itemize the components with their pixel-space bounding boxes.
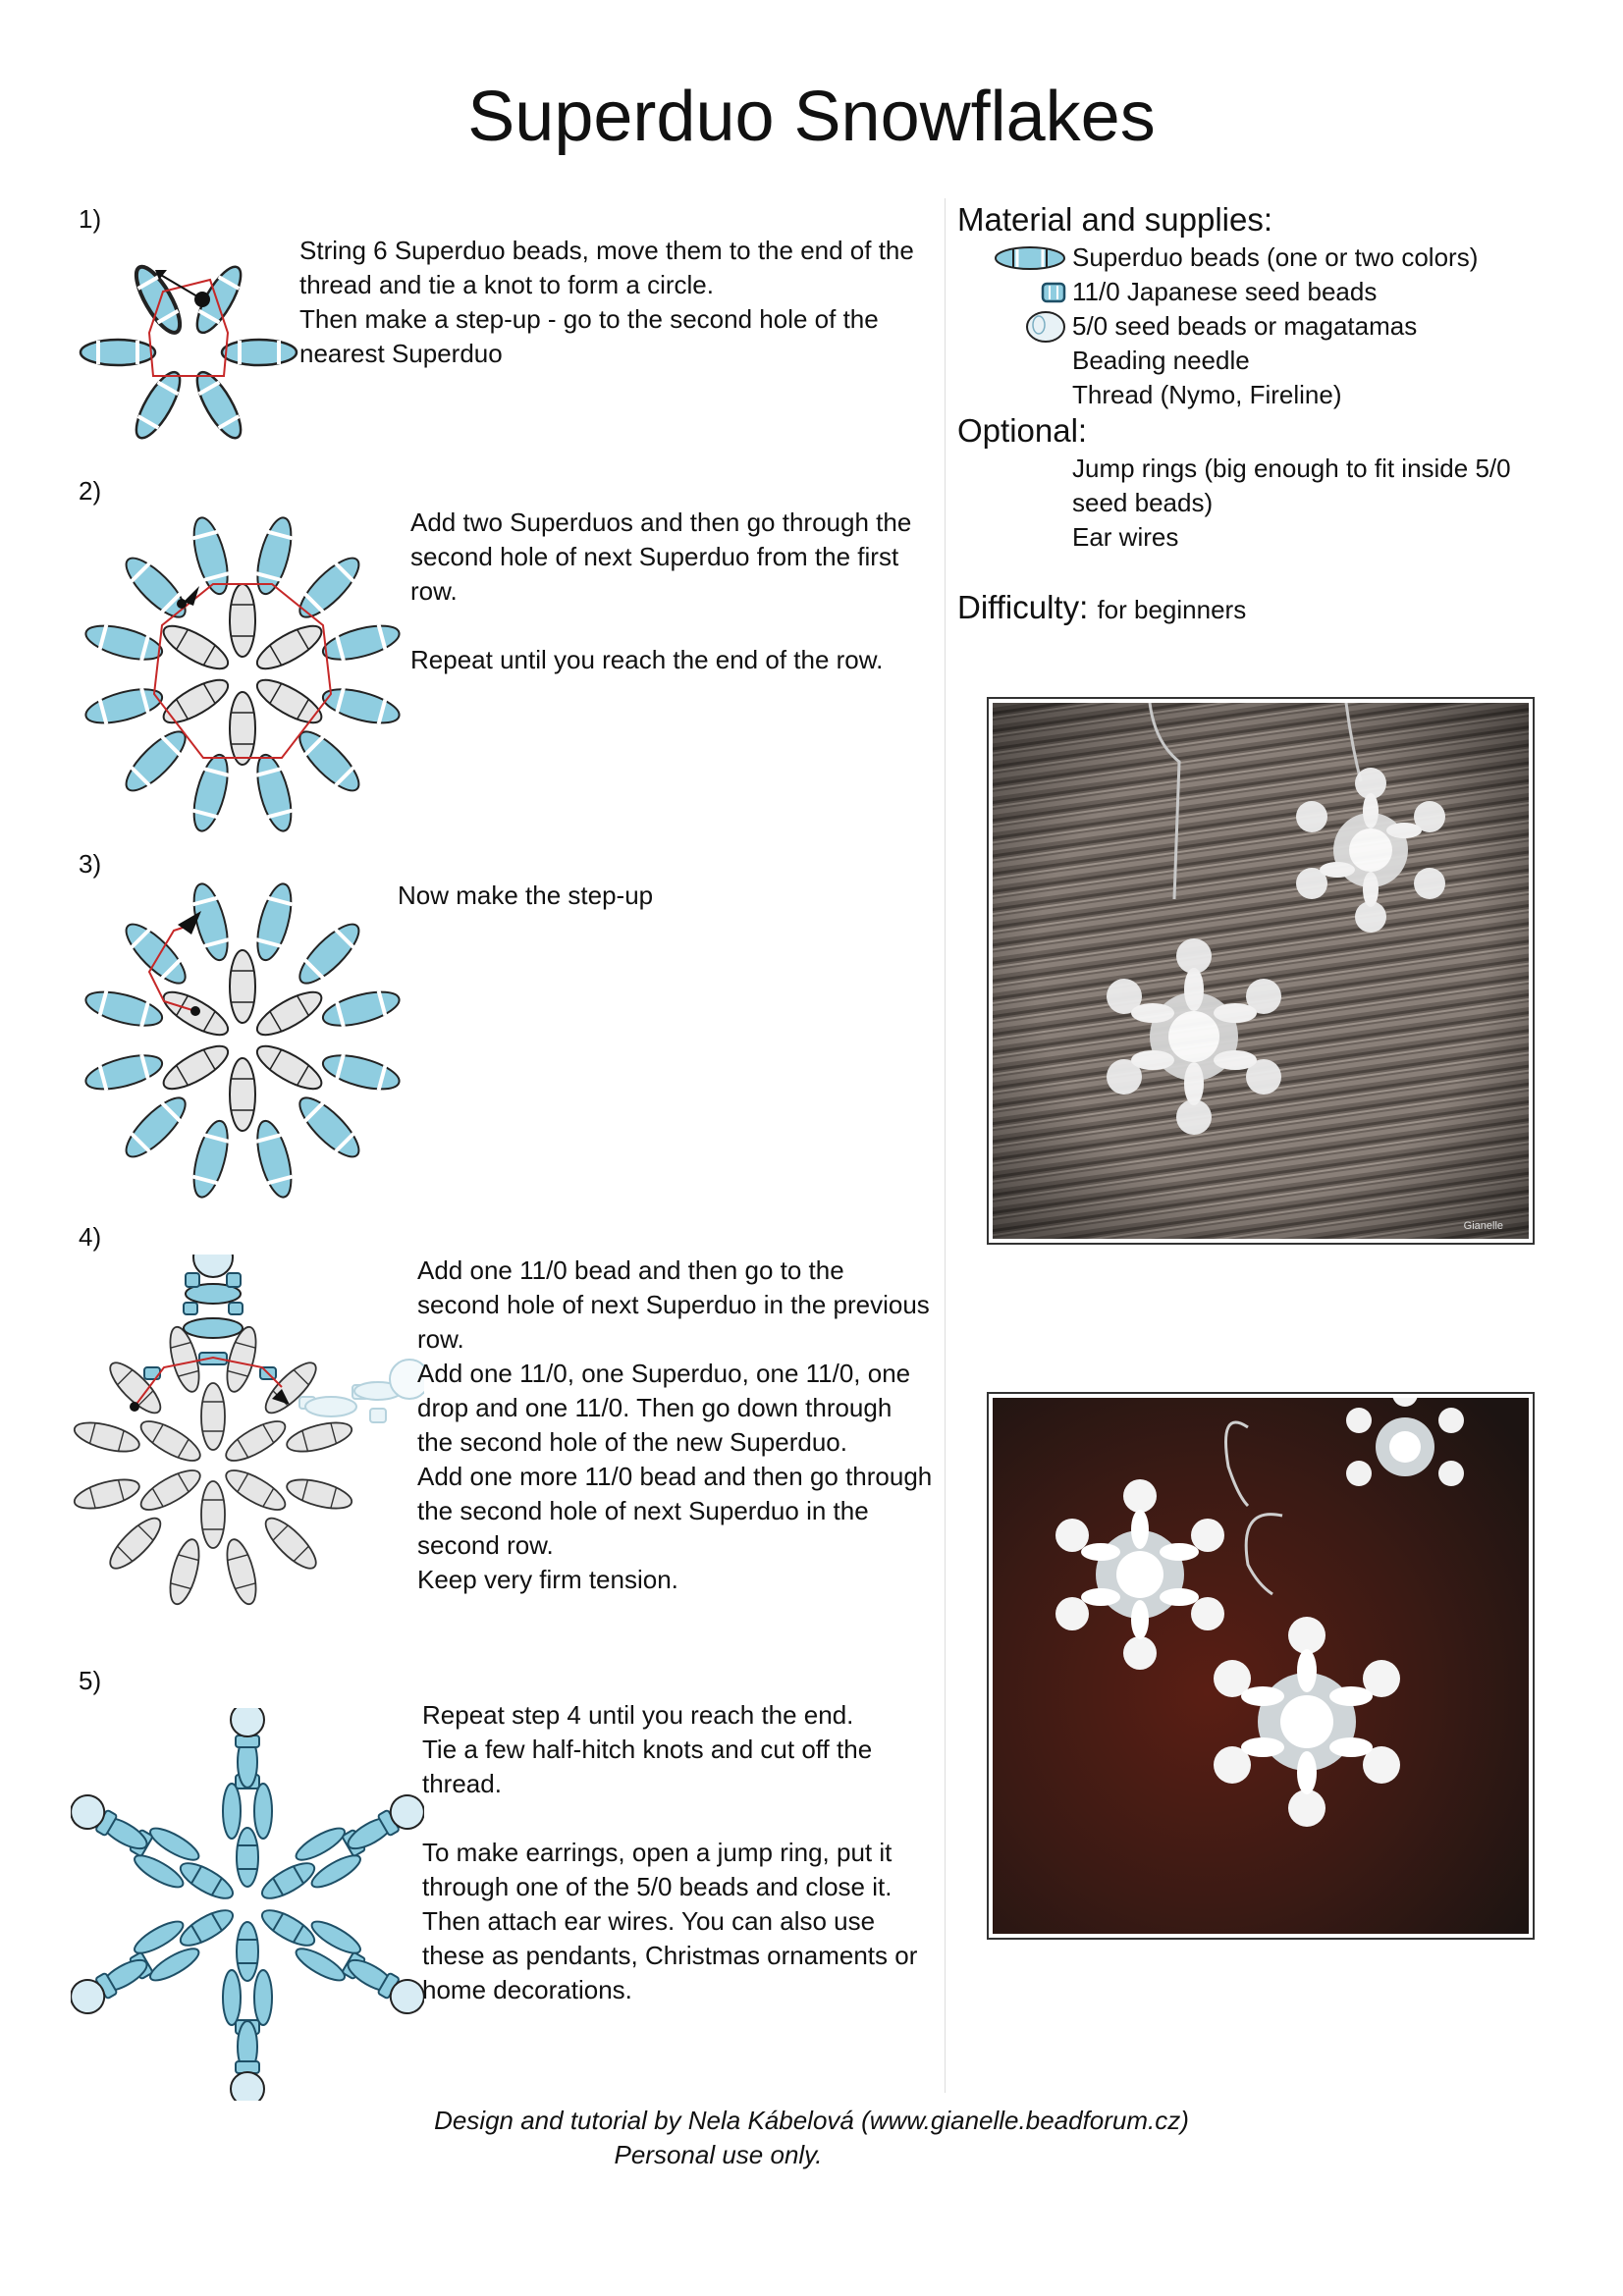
step-4-number: 4): [79, 1222, 102, 1252]
materials-heading: Material and supplies:: [957, 201, 1273, 238]
material-item: [1072, 344, 1478, 378]
step-1-number: 1): [79, 204, 102, 234]
step-3-number: 3): [79, 849, 102, 879]
step-4-gray-flower: [72, 1324, 354, 1607]
material-item: [1072, 275, 1478, 309]
material-item: [1072, 378, 1478, 412]
material-item: [1072, 309, 1478, 344]
page-title: Superduo Snowflakes: [467, 78, 1156, 156]
footer-credit: [0, 2104, 1623, 2172]
step-1-diagram: [71, 249, 306, 455]
material-label: Beading needle: [1072, 346, 1250, 375]
optional-item: Jump rings (big enough to fit inside 5/0 seed beads): [1072, 454, 1511, 517]
step-1-text: String 6 Superduo beads, move them to the end of the thread and tie a knot to form a circle. Then make a step-up - go to the second hole of the nearest Superduo: [299, 236, 914, 368]
optional-heading: Optional:: [957, 412, 1088, 449]
step-3-diagram: [71, 879, 414, 1202]
footer-line-2: Personal use only.: [614, 2140, 823, 2169]
material-label: 11/0 Japanese seed beads: [1072, 277, 1378, 306]
step-5-arm: [223, 1970, 272, 2101]
step-4-diagram: [71, 1255, 424, 1618]
superduo-bead-icon: [994, 240, 1066, 275]
step-2-text: Add two Superduos and then go through the second hole of next Superduo from the first row. Repeat until you reach the end of the row.: [410, 507, 912, 674]
photo-earrings-red: [987, 1392, 1535, 1940]
difficulty-label: Difficulty:: [957, 589, 1089, 625]
step-1-bead-ring: [81, 261, 297, 444]
step-4-text: Add one 11/0 bead and then go to the second hole of next Superduo in the previous row. Add one 11/0, one Superduo, one 11/0, one drop and one 11/0. Then go down through the second hole of the new Superduo. Add one more 11/0 bead and then go through the second hole of next Superduo in the second row. Keep very firm tension.: [417, 1255, 933, 1594]
seed-bead-icon: [994, 275, 1066, 309]
step-5-diagram: [71, 1708, 424, 2101]
step-4-ghost-point: [299, 1360, 424, 1422]
difficulty: [957, 589, 1246, 626]
magatama-bead-icon: [994, 309, 1066, 344]
materials-list: [1072, 240, 1478, 412]
material-label: 5/0 seed beads or magatamas: [1072, 311, 1418, 341]
step-5-arm: [223, 1708, 272, 1839]
material-label: Superduo beads (one or two colors): [1072, 242, 1479, 272]
difficulty-value: for beginners: [1097, 595, 1247, 624]
optional-item: Ear wires: [1072, 522, 1179, 552]
photo-earrings-wood: [987, 697, 1535, 1245]
step-5-text: Repeat step 4 until you reach the end. Tie a few half-hitch knots and cut off the thread. To make earrings, open a jump ring, put it through one of the 5/0 beads and close it. Then attach ear wires. You can also use these as pendants, Christmas ornaments or home decorations.: [422, 1700, 918, 2004]
step-3-text: Now make the step-up: [398, 881, 654, 910]
step-2-outer-ring: [82, 514, 403, 834]
photo-watermark: Gianelle: [1463, 1220, 1503, 1232]
step-2-diagram: [71, 510, 414, 839]
footer-line-1: Design and tutorial by Nela Kábelová (www.gianelle.beadforum.cz): [434, 2106, 1189, 2135]
step-5-number: 5): [79, 1666, 102, 1695]
material-item: [1072, 240, 1478, 275]
step-3-outer-ring: [82, 881, 403, 1201]
optional-list: [1072, 452, 1563, 555]
column-divider: [945, 198, 946, 2093]
material-label: Thread (Nymo, Fireline): [1072, 380, 1342, 409]
step-2-number: 2): [79, 476, 102, 506]
